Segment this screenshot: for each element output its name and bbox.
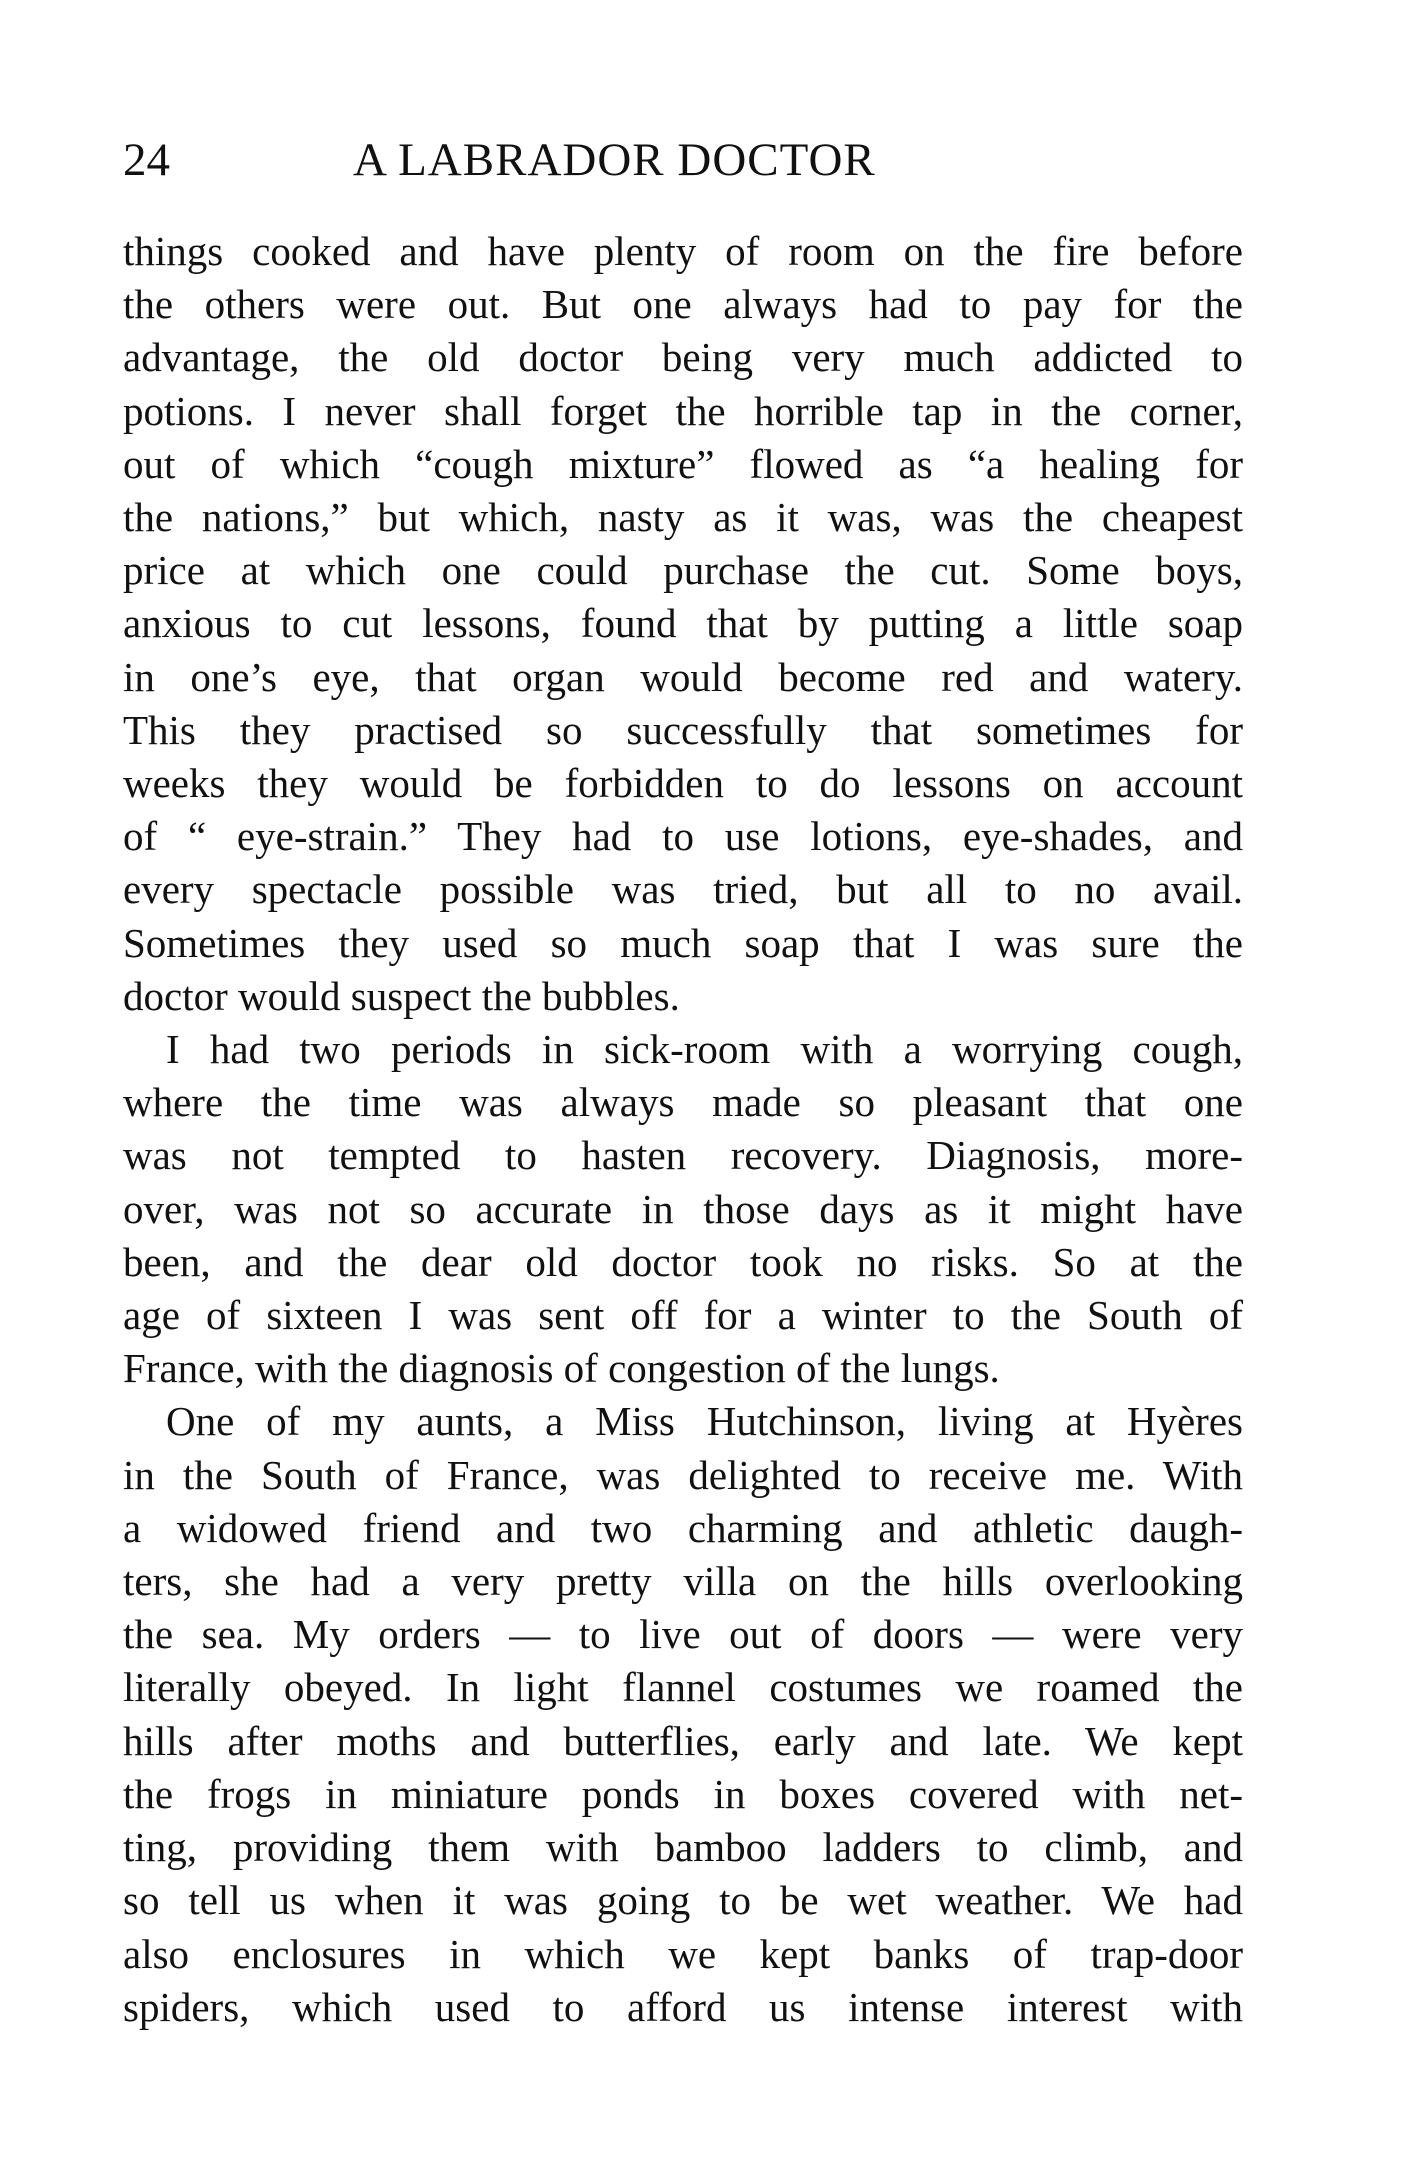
text-line: in one’s eye, that organ would become red and watery. <box>123 653 1243 700</box>
text-line: ters, she had a very pretty villa on the hills overlooking <box>123 1558 1243 1605</box>
text-line: also enclosures in which we kept banks of trap-door <box>123 1930 1243 1977</box>
text-line: price at which one could purchase the cut. Some boys, <box>123 547 1243 594</box>
text-line: things cooked and have plenty of room on the fire before <box>123 228 1243 274</box>
text-line: a widowed friend and two charming and athletic daugh- <box>123 1504 1243 1551</box>
running-title: A LABRADOR DOCTOR <box>353 134 876 186</box>
text-line: hills after moths and butterflies, early and late. We kept <box>123 1717 1243 1764</box>
text-line: This they practised so successfully that sometimes for <box>123 706 1243 753</box>
text-line: of “ eye-strain.” They had to use lotions, eye-shades, and <box>123 813 1243 860</box>
text-line: where the time was always made so pleasant that one <box>123 1079 1243 1126</box>
text-line: doctor would suspect the bubbles. <box>123 972 680 1019</box>
text-line: France, with the diagnosis of congestion of the lungs. <box>123 1345 1000 1392</box>
text-line: One of my aunts, a Miss Hutchinson, living at Hyères <box>166 1398 1243 1445</box>
text-line: ting, providing them with bamboo ladders to climb, and <box>123 1824 1243 1871</box>
text-line: so tell us when it was going to be wet weather. We had <box>123 1877 1243 1924</box>
text-line: been, and the dear old doctor took no risks. So at the <box>123 1238 1243 1285</box>
text-line: anxious to cut lessons, found that by putting a little soap <box>123 600 1243 647</box>
body-paragraph <box>123 1023 1243 1395</box>
page-header <box>123 130 1253 190</box>
text-line: the frogs in miniature ponds in boxes covered with net- <box>123 1770 1243 1817</box>
text-line: the sea. My orders — to live out of doors — were very <box>123 1611 1243 1658</box>
text-line: every spectacle possible was tried, but all to no avail. <box>123 866 1243 913</box>
body-paragraph <box>123 1395 1243 2033</box>
text-line: the nations,” but which, nasty as it was, was the cheapest <box>123 494 1243 541</box>
text-line: spiders, which used to afford us intense interest with <box>123 1983 1243 2030</box>
text-line: over, was not so accurate in those days as it might have <box>123 1185 1243 1232</box>
text-line: weeks they would be forbidden to do lessons on account <box>123 760 1243 807</box>
page-body <box>123 225 1243 2034</box>
text-line: in the South of France, was delighted to receive me. With <box>123 1451 1243 1498</box>
page-number: 24 <box>123 134 170 186</box>
text-line: out of which “cough mixture” flowed as “a healing for <box>123 440 1243 487</box>
text-line: potions. I never shall forget the horrible tap in the corner, <box>123 387 1243 434</box>
text-line: literally obeyed. In light flannel costumes we roamed the <box>123 1664 1243 1711</box>
text-line: the others were out. But one always had to pay for the <box>123 281 1243 328</box>
text-line: I had two periods in sick-room with a worrying cough, <box>166 1026 1243 1073</box>
text-line: advantage, the old doctor being very much addicted to <box>123 334 1243 381</box>
text-line: was not tempted to hasten recovery. Diagnosis, more- <box>123 1132 1243 1179</box>
text-line: age of sixteen I was sent off for a winter to the South of <box>123 1292 1243 1339</box>
text-line: Sometimes they used so much soap that I was sure the <box>123 919 1243 966</box>
body-paragraph <box>123 225 1243 1023</box>
